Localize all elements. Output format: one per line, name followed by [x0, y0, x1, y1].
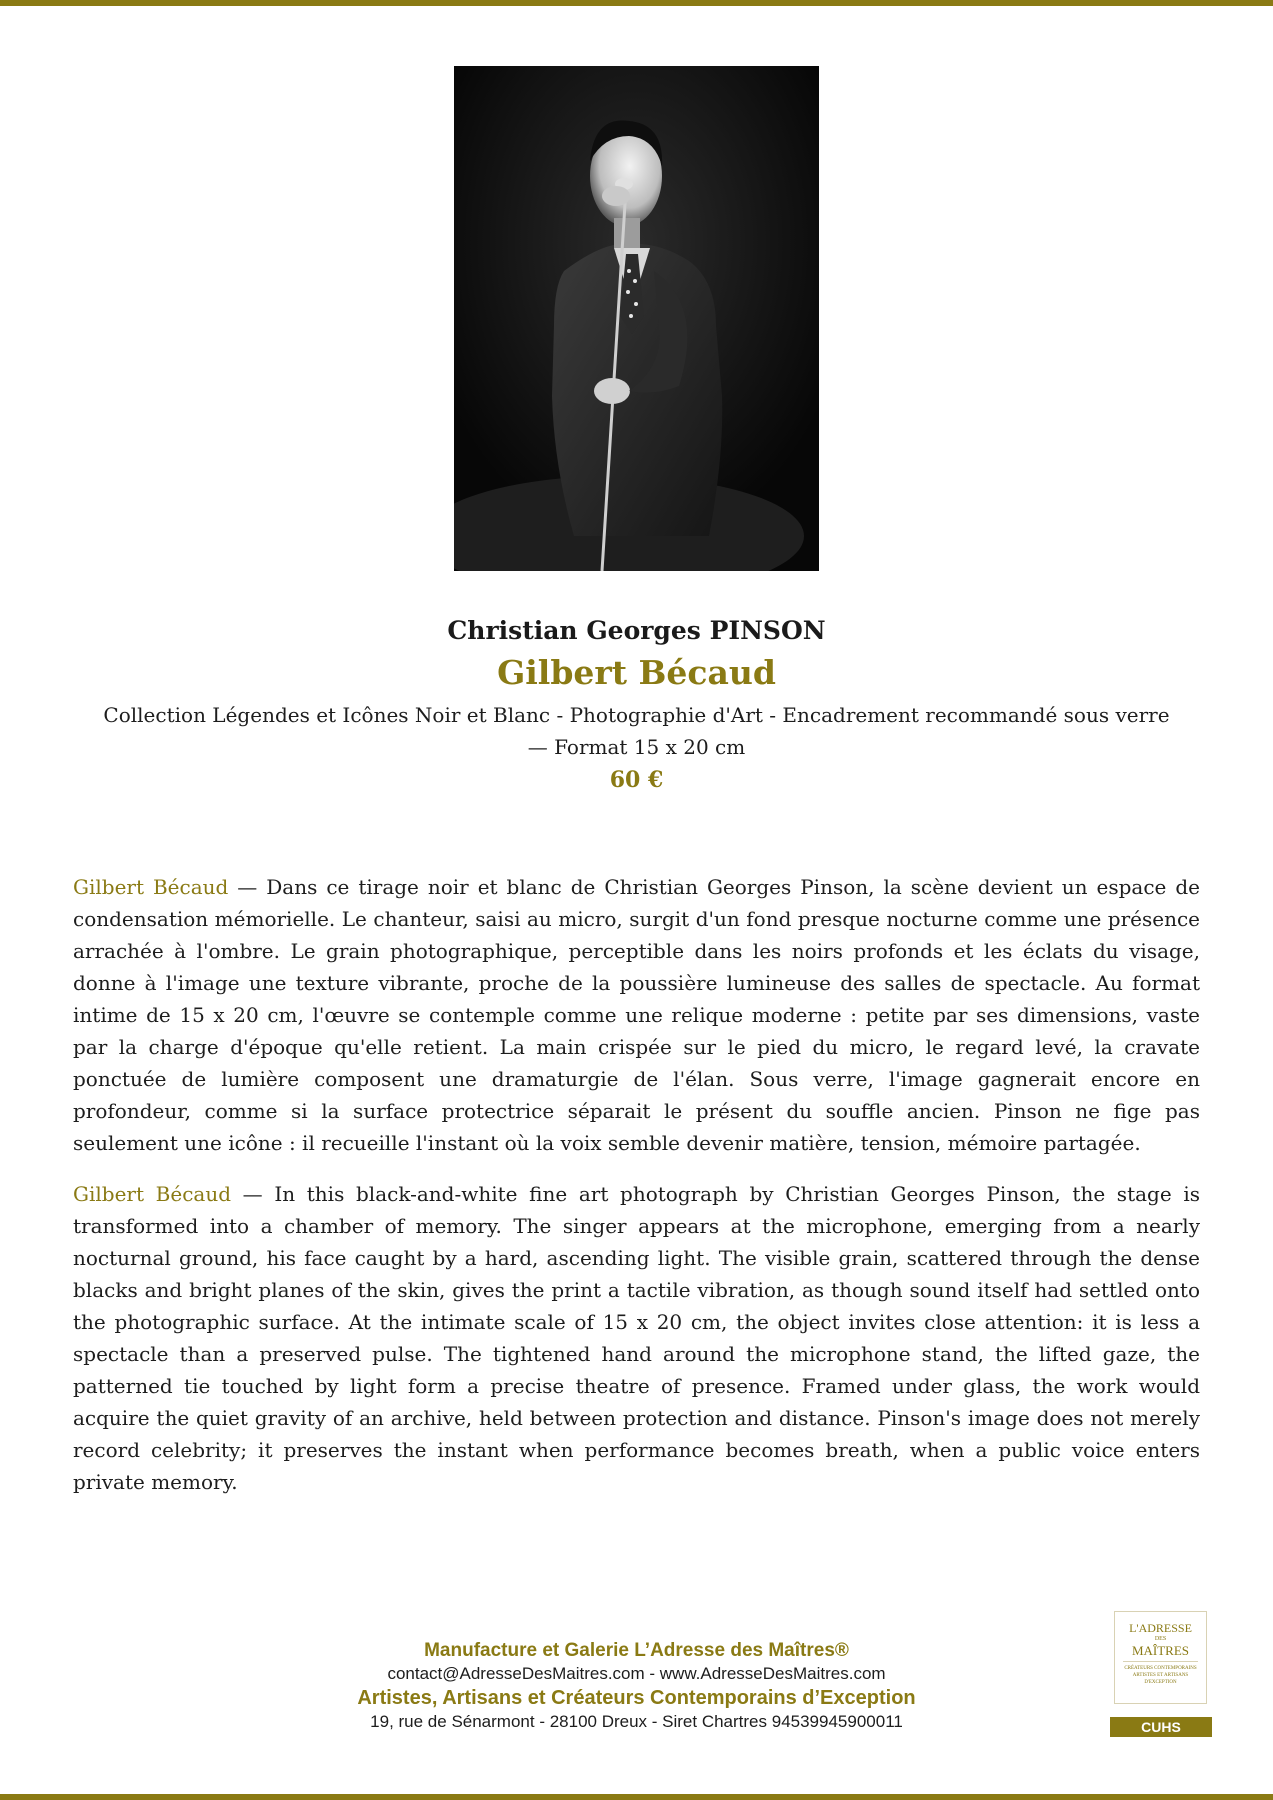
- singer-silhouette-image: [454, 66, 819, 571]
- gallery-logo: [1114, 1611, 1207, 1704]
- description-french-text: — Dans ce tirage noir et blanc de Christian Georges Pinson, la scène devient un espace de condensation mémorielle. Le chanteur, saisi au micro, surgit d'un fond presque nocturne comme une présence arrachée à l'ombre. Le grain photographique, perceptible dans les noirs profonds et les éclats du visage, donne à l'image une texture vibrante, proche de la poussière lumineuse des salles de spectacle. Au format intime de 15 x 20 cm, l'œuvre se contemple comme une relique moderne : petite par ses dimensions, vaste par la charge d'époque qu'elle retient. La main crispée sur le pied du micro, le regard levé, la cravate ponctuée de lumière composent une dramaturgie de l'élan. Sous verre, l'image gagnerait encore en profondeur, comme si la surface protectrice séparait le présent du souffle ancien. Pinson ne fige pas seulement une icône : il recueille l'instant où la voix semble devenir matière, tension, mémoire partagée.: [73, 875, 1200, 1155]
- footer-contact: contact@AdresseDesMaitres.com - www.AdresseDesMaitres.com: [387, 1664, 886, 1683]
- top-border: [0, 0, 1273, 6]
- logo-line-2: DES: [1154, 1636, 1167, 1642]
- artwork-subtitle: Collection Légendes et Icônes Noir et Blanc - Photographie d'Art - Encadrement recommandé sous verre — Format 15 x 20 cm: [103, 703, 1170, 759]
- logo-line-3: MAÎTRES: [1123, 1643, 1198, 1662]
- logo-badge: CUHS: [1110, 1717, 1212, 1737]
- description-english-text: — In this black-and-white fine art photograph by Christian Georges Pinson, the stage is transformed into a chamber of memory. The singer appears at the microphone, emerging from a nearly nocturnal ground, his face caught by a hard, ascending light. The visible grain, scattered through the dense blacks and bright planes of the skin, gives the print a tactile vibration, as though sound itself had settled onto the photographic surface. At the intimate scale of 15 x 20 cm, the object invites close attention: it is less a spectacle than a preserved pulse. The tightened hand around the microphone stand, the lifted gaze, the patterned tie touched by light form a precise theatre of presence. Framed under glass, the work would acquire the quiet gravity of an archive, held between protection and distance. Pinson's image does not merely record celebrity; it preserves the instant when performance becomes breath, when a public voice enters private memory.: [73, 1182, 1200, 1494]
- artist-name: Christian Georges PINSON: [447, 616, 826, 645]
- footer: [0, 1639, 1273, 1733]
- footer-tagline: Artistes, Artisans et Créateurs Contemporains d’Exception: [357, 1687, 916, 1709]
- description-french: [73, 871, 1200, 1159]
- artwork-header: [0, 613, 1273, 795]
- footer-gallery-name: Manufacture et Galerie L’Adresse des Maîtres®: [424, 1640, 849, 1661]
- bottom-border: [0, 1794, 1273, 1800]
- logo-line-4: CRÉATEURS CONTEMPORAINS ARTISTES ET ARTISANS D'EXCEPTION: [1124, 1666, 1197, 1685]
- artwork-title: Gilbert Bécaud: [497, 653, 776, 692]
- description-english: [73, 1178, 1200, 1498]
- footer-address: 19, rue de Sénarmont - 28100 Dreux - Siret Chartres 94539945900011: [370, 1712, 903, 1731]
- artwork-price: 60 €: [609, 767, 664, 793]
- description-french-lead: Gilbert Bécaud: [73, 875, 229, 899]
- artwork-photo: [454, 66, 819, 571]
- logo-line-1: L'ADRESSE: [1129, 1621, 1192, 1635]
- description-english-lead: Gilbert Bécaud: [73, 1182, 232, 1206]
